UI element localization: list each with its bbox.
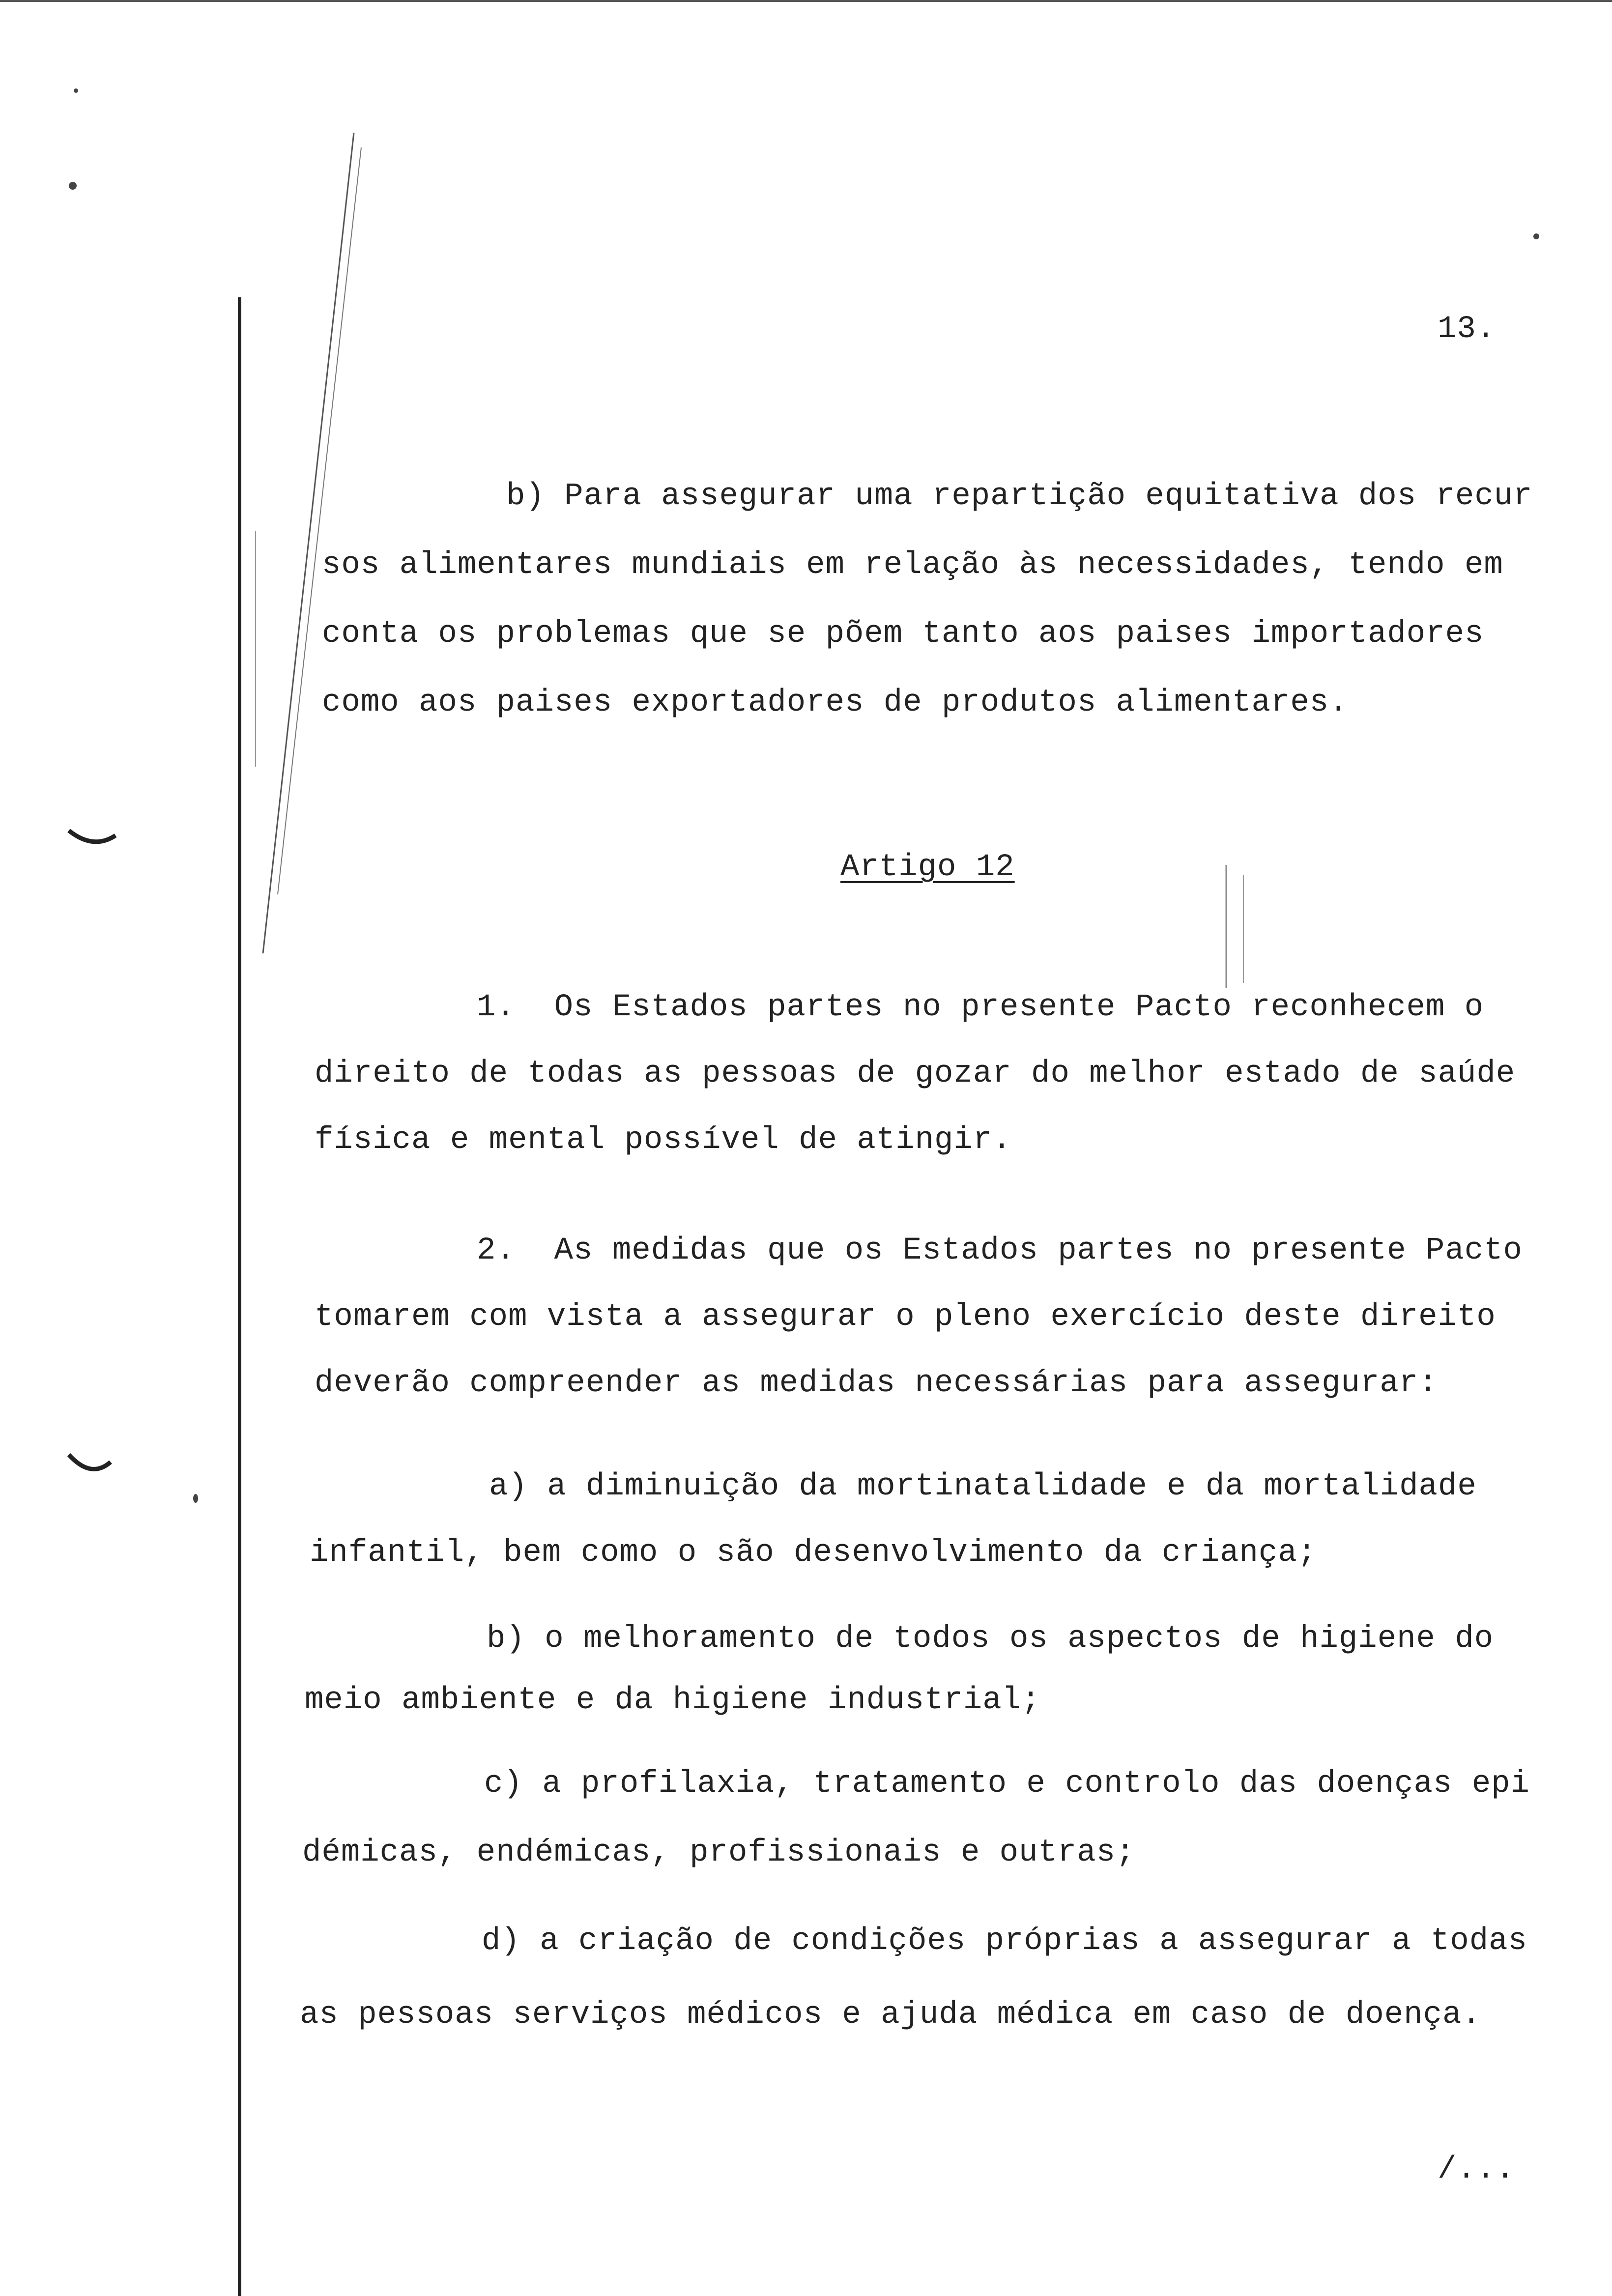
paragraph-b-line-3: conta os problemas que se põem tanto aos paises importadores <box>322 616 1484 652</box>
sub-d-line-1: d) a criação de condições próprias a assegurar a todas <box>482 1923 1527 1959</box>
item-1-line-3: física e mental possível de atingir. <box>315 1122 1012 1158</box>
page-number: 13. <box>1438 312 1496 347</box>
scan-speck <box>1533 233 1539 239</box>
continuation-mark: /... <box>1438 2152 1515 2187</box>
paragraph-b-line-4: como aos paises exportadores de produtos alimentares. <box>322 685 1349 720</box>
sub-d-line-2: as pessoas serviços médicos e ajuda médica em caso de doença. <box>300 1997 1481 2033</box>
paragraph-b-line-2: sos alimentares mundiais em relação às necessidades, tendo em <box>322 547 1503 583</box>
sub-c-line-1: c) a profilaxia, tratamento e controlo das doenças epi <box>484 1766 1530 1802</box>
item-1-line-2: direito de todas as pessoas de gozar do melhor estado de saúde <box>315 1056 1516 1091</box>
scan-speck <box>69 182 77 190</box>
article-heading: Artigo 12 <box>840 850 1015 885</box>
scan-speck <box>193 1494 198 1503</box>
sub-a-line-2: infantil, bem como o são desenvolvimento da criança; <box>310 1535 1317 1571</box>
sub-c-line-2: démicas, endémicas, profissionais e outras; <box>302 1835 1135 1870</box>
item-1-line-1: 1. Os Estados partes no presente Pacto reconhecem o <box>477 990 1484 1025</box>
paragraph-b-line-1: b) Para assegurar uma repartição equitativa dos recur <box>506 479 1533 514</box>
sub-b-line-1: b) o melhoramento de todos os aspectos de higiene do <box>487 1621 1494 1657</box>
item-2-line-2: tomarem com vista a assegurar o pleno exercício deste direito <box>315 1299 1496 1335</box>
scan-speck <box>74 88 78 93</box>
item-2-line-1: 2. As medidas que os Estados partes no presente Pacto <box>477 1233 1523 1268</box>
sub-b-line-2: meio ambiente e da higiene industrial; <box>305 1683 1041 1718</box>
item-2-line-3: deverão compreender as medidas necessárias para assegurar: <box>315 1366 1438 1401</box>
sub-a-line-1: a) a diminuição da mortinatalidade e da mortalidade <box>489 1469 1477 1504</box>
